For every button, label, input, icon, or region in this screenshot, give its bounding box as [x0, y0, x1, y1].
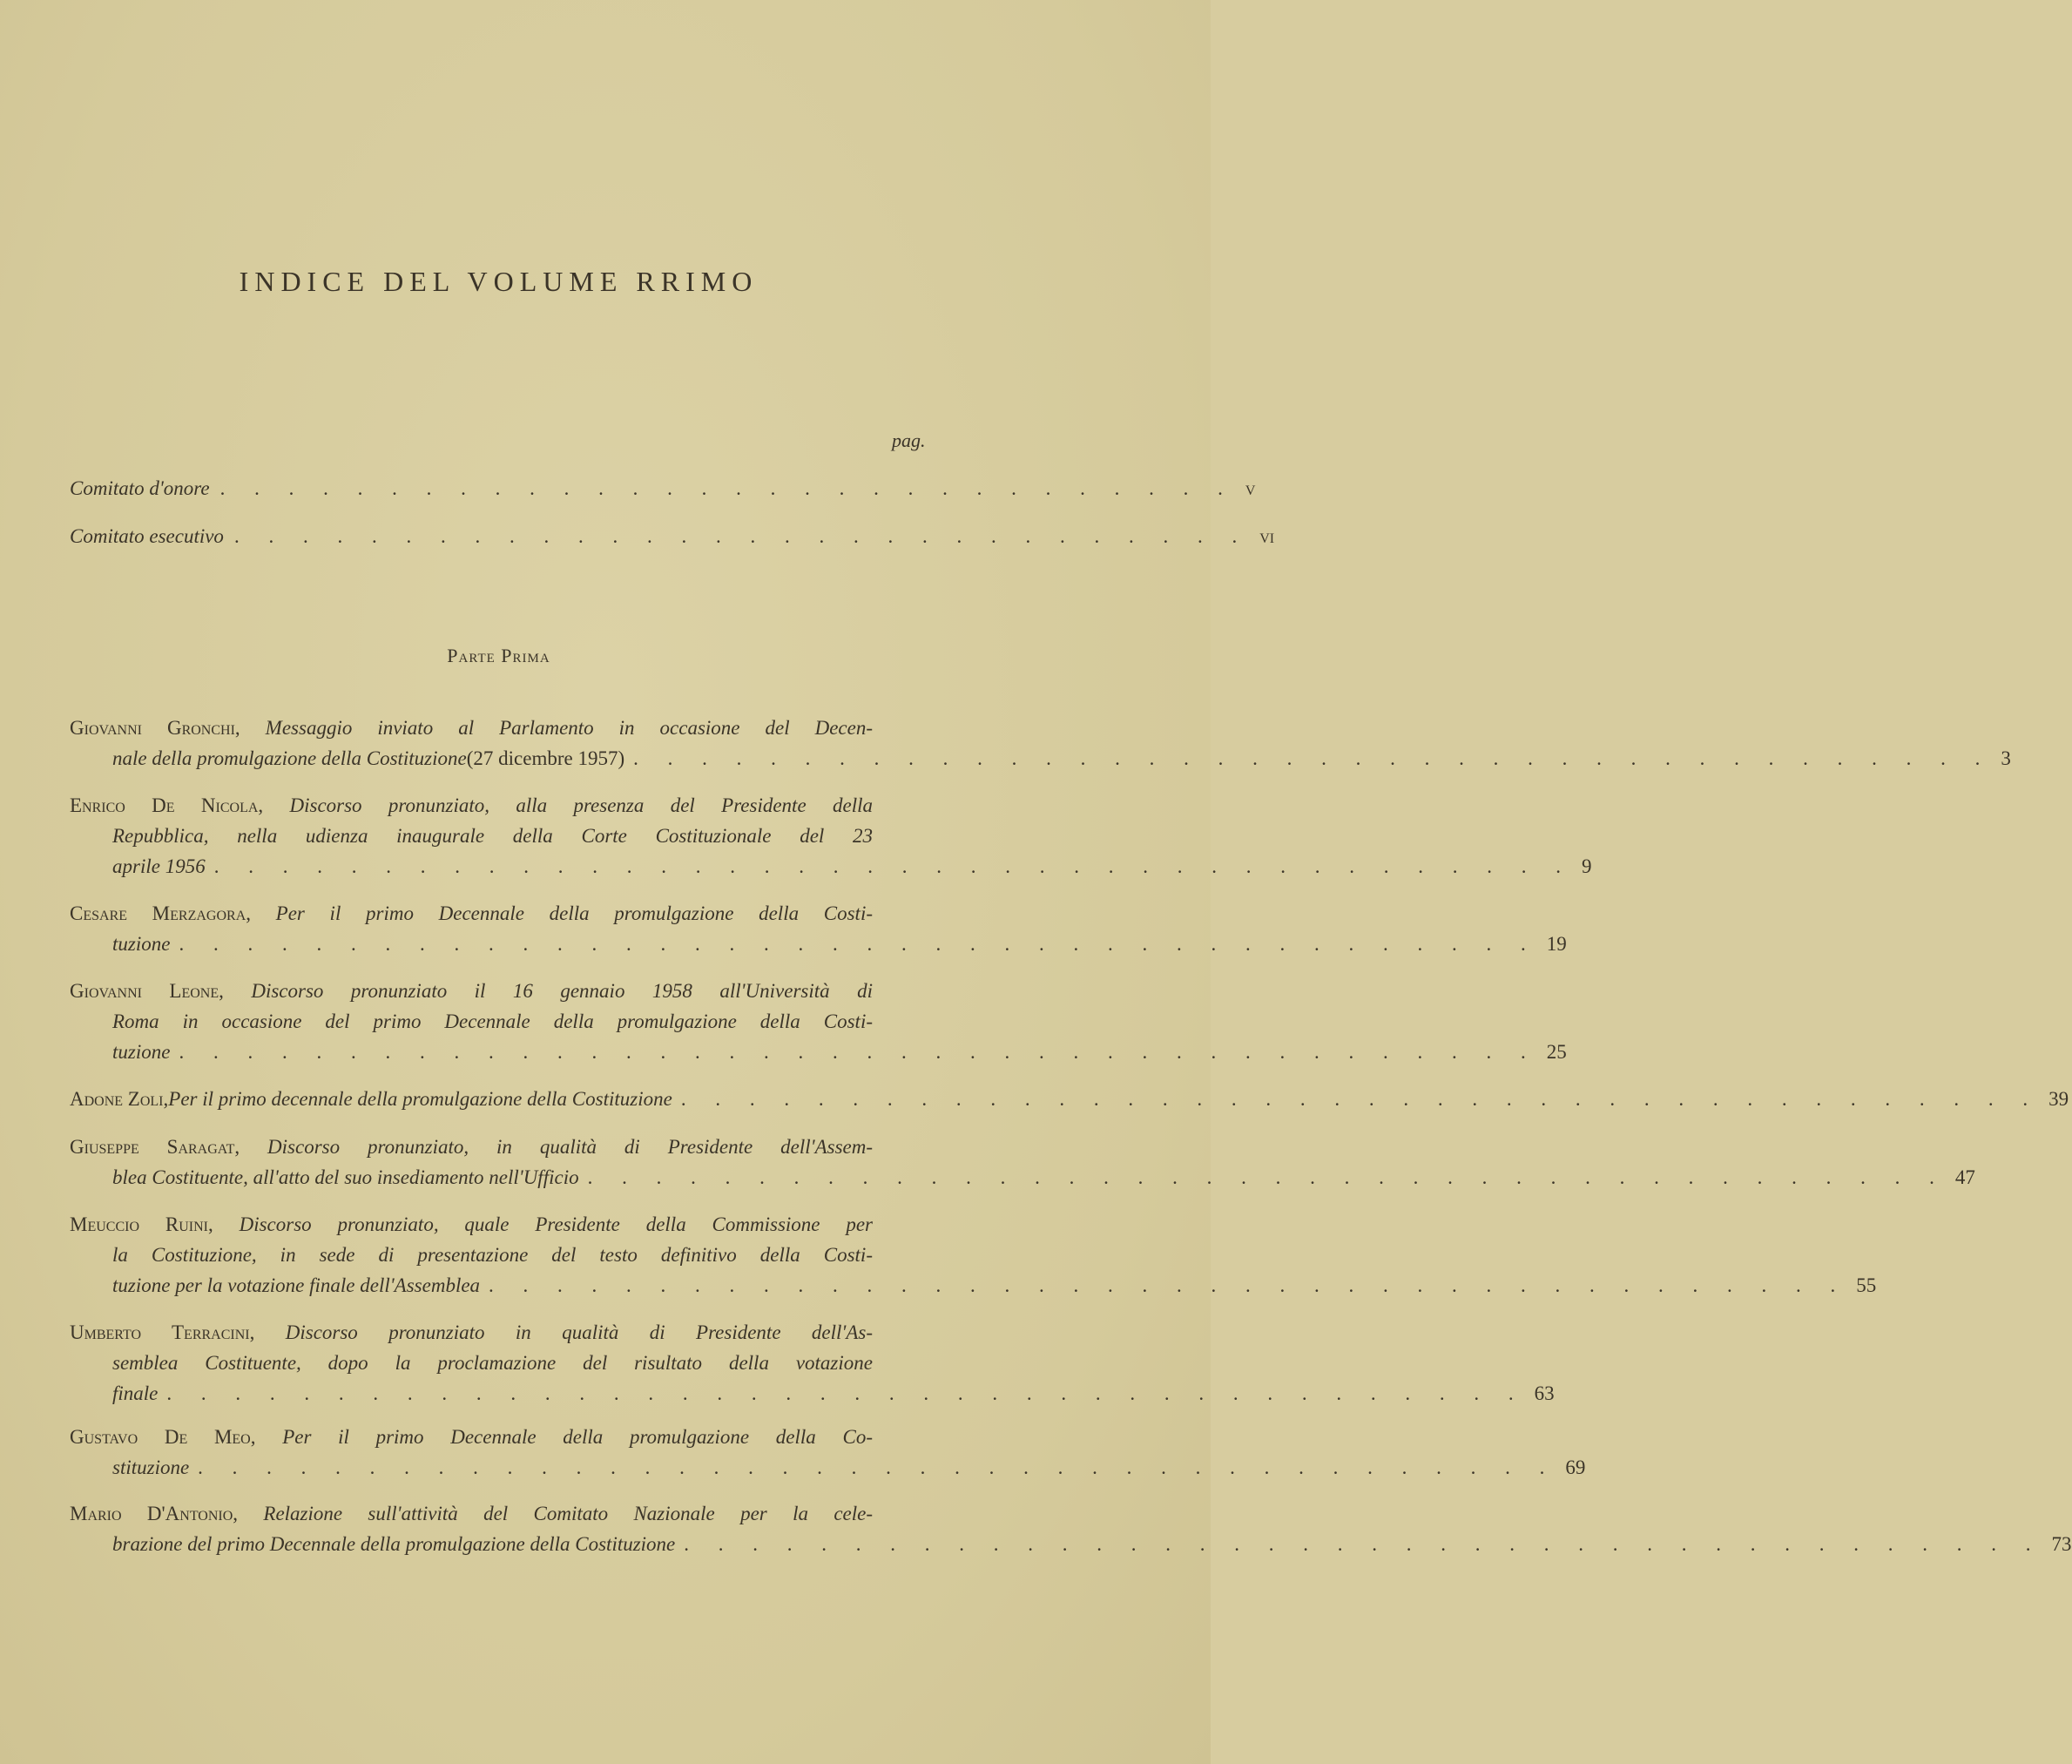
- entry-title: Per il primo decennale della promulgazione della Costituzione: [168, 1088, 672, 1110]
- entry-title: Discorso pronunziato, quale Presidente della Commissione per: [239, 1213, 874, 1235]
- entry-line: [70, 1037, 1567, 1067]
- entry-title: tuzione per la votazione finale dell'Assemblea: [112, 1274, 481, 1296]
- entry-title: tuzione: [112, 1041, 171, 1063]
- page-number: v: [1245, 477, 1256, 499]
- entry-title: stituzione: [112, 1456, 190, 1478]
- entry-line: [70, 821, 873, 851]
- author-name: Umberto Terracini,: [70, 1321, 255, 1343]
- section-title: Parte Prima: [447, 645, 550, 666]
- entry-title: Discorso pronunziato, alla presenza del Presidente della: [289, 794, 873, 816]
- entry-line: [70, 1348, 873, 1378]
- entry-line: [70, 1317, 873, 1348]
- entry-title: Discorso pronunziato in qualità di Presidente dell'As-: [285, 1321, 873, 1343]
- entry-title: Roma in occasione del primo Decennale della promulgazione della Costi-: [112, 1010, 873, 1032]
- entry-title: la Costituzione, in sede di presentazione del testo definitivo della Costi-: [112, 1244, 873, 1266]
- page-number: 3: [2001, 747, 2011, 769]
- entry-title: Relazione sull'attività del Comitato Nazionale per la cele-: [263, 1503, 873, 1524]
- entry-line: [70, 713, 873, 743]
- toc-entry: [70, 713, 2011, 774]
- leader-dots: . . . . . . . . . . . . . . . . . . . . . . . . . . . . . .: [233, 525, 1250, 547]
- page-number: vi: [1259, 525, 1275, 547]
- page-number: 55: [1856, 1274, 1877, 1296]
- page-number: 19: [1546, 933, 1567, 955]
- author-name: Adone Zoli,: [70, 1088, 169, 1110]
- leader-dots: . . . . . . . . . . . . . . . . . . . . . . . . . . . . . . . . . . . . . . . .: [198, 1456, 1557, 1478]
- leader-dots: . . . . . . . . . . . . . . . . . . . . . . . . . . . . . . . . . . . . . . . .: [633, 747, 1993, 769]
- leader-dots: . . . . . . . . . . . . . . . . . . . . . . . . . . . . . . . . . . . . . . . .: [166, 1382, 1526, 1404]
- author-name: Giovanni Gronchi,: [70, 717, 240, 739]
- leader-dots: . . . . . . . . . . . . . . . . . . . . . . . . . . . . . . . . . . . . . . . .: [213, 855, 1573, 877]
- leader-dots: . . . . . . . . . . . . . . . . . . . . . . . . . . . . . . . . . . . . . . . .: [179, 1041, 1538, 1063]
- leader-dots: . . . . . . . . . . . . . . . . . . . . . . . . . . . . . . . . . . . . . . . .: [489, 1274, 1848, 1296]
- toc-entry: [70, 1084, 2069, 1114]
- leader-dots: . . . . . . . . . . . . . . . . . . . . . . . . . . . . . . . . . . . . . . . .: [587, 1166, 1947, 1188]
- leader-dots: . . . . . . . . . . . . . . . . . . . . . . . . . . . . . . . . . . . . . . . .: [680, 1088, 2041, 1110]
- author-name: Enrico De Nicola,: [70, 794, 264, 816]
- page-number: 69: [1565, 1456, 1586, 1478]
- toc-entry: [70, 477, 1256, 500]
- entry-line: [70, 1452, 1586, 1483]
- entry-title: nale della promulgazione della Costituzione: [112, 747, 467, 769]
- entry-title: Discorso pronunziato il 16 gennaio 1958 all'Università di: [251, 980, 873, 1002]
- toc-entry: [70, 790, 1592, 882]
- entry-line: [70, 929, 1567, 959]
- entry-title: aprile 1956: [112, 855, 206, 877]
- entry-line: [70, 1270, 1877, 1301]
- leader-dots: . . . . . . . . . . . . . . . . . . . . . . . . . . . . . . . . . . . . . . . .: [684, 1533, 2043, 1555]
- entry-line: [70, 743, 2011, 774]
- entry-line: [70, 790, 873, 821]
- author-name: Giuseppe Saragat,: [70, 1136, 240, 1158]
- leader-dots: . . . . . . . . . . . . . . . . . . . . . . . . . . . . . . . . . . . . . . . .: [179, 933, 1538, 955]
- page-number: 9: [1581, 855, 1592, 877]
- entry-line: [70, 1378, 1555, 1409]
- entry-line: [70, 1422, 873, 1452]
- entry-line: [70, 898, 873, 929]
- index-title: INDICE DEL VOLUME RRIMO: [239, 266, 759, 297]
- entry-line: [70, 976, 873, 1006]
- page-number: 39: [2048, 1088, 2069, 1110]
- page-number: 63: [1534, 1382, 1555, 1404]
- entry-title: Comitato d'onore: [70, 477, 210, 499]
- page-column-label: pag.: [892, 429, 926, 451]
- entry-title: blea Costituente, all'atto del suo insediamento nell'Ufficio: [112, 1166, 579, 1188]
- toc-entry: [70, 1132, 1975, 1193]
- toc-entry: [70, 898, 1567, 959]
- entry-line: [70, 1209, 873, 1240]
- author-name: Meuccio Ruini,: [70, 1213, 213, 1235]
- entry-title: Discorso pronunziato, in qualità di Presidente dell'Assem-: [267, 1136, 874, 1158]
- toc-entry: [70, 1498, 2072, 1559]
- entry-title: Messaggio inviato al Parlamento in occasione del Decen-: [265, 717, 873, 739]
- toc-entry: [70, 1317, 1555, 1409]
- leader-dots: . . . . . . . . . . . . . . . . . . . . . . . . . . . . . .: [219, 477, 1235, 499]
- author-name: Gustavo De Meo,: [70, 1426, 256, 1448]
- entry-title: brazione del primo Decennale della promulgazione della Costituzione: [112, 1533, 676, 1555]
- entry-line: [70, 851, 1592, 882]
- entry-line: [70, 1006, 873, 1037]
- page-number: 47: [1954, 1166, 1975, 1188]
- entry-date: (27 dicembre 1957): [466, 747, 625, 769]
- entry-title: finale: [112, 1382, 159, 1404]
- toc-entry: [70, 976, 1567, 1067]
- author-name: Cesare Merzagora,: [70, 902, 251, 924]
- entry-title: Per il primo Decennale della promulgazione della Costi-: [275, 902, 873, 924]
- toc-entry: [70, 1422, 1586, 1483]
- entry-line: [70, 1240, 873, 1270]
- entry-line: [70, 1529, 2072, 1559]
- page-number: 73: [2051, 1533, 2072, 1555]
- entry-line: [70, 1498, 873, 1529]
- toc-entry: [70, 1209, 1877, 1301]
- author-name: Giovanni Leone,: [70, 980, 224, 1002]
- author-name: Mario D'Antonio,: [70, 1503, 239, 1524]
- entry-title: Repubblica, nella udienza inaugurale della Corte Costituzionale del 23: [112, 825, 873, 847]
- entry-title: tuzione: [112, 933, 171, 955]
- entry-line: [70, 1132, 873, 1162]
- toc-entry: [70, 525, 1275, 548]
- page-number: 25: [1546, 1041, 1567, 1063]
- entry-title: semblea Costituente, dopo la proclamazione del risultato della votazione: [112, 1352, 873, 1374]
- entry-title: Comitato esecutivo: [70, 525, 224, 547]
- entry-line: [70, 1084, 2069, 1114]
- entry-line: [70, 1162, 1975, 1193]
- entry-title: Per il primo Decennale della promulgazione della Co-: [282, 1426, 873, 1448]
